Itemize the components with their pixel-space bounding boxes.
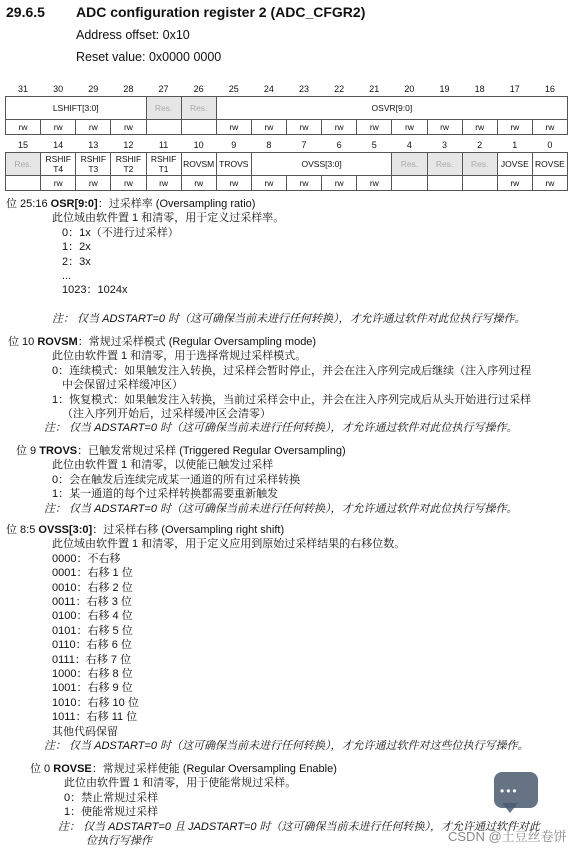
access-type: rw [6,120,41,135]
bit-number: 20 [404,84,415,94]
bit-number: 13 [88,140,99,150]
bit-number: 17 [509,84,520,94]
description-line: 1011：右移 11 位 [52,711,138,724]
field-name: OVSS[3:0] [38,524,93,536]
access-type: rw [322,120,357,135]
bit-number: 1 [512,140,518,150]
description-line: 1001：右移 9 位 [52,682,133,695]
chat-dots-icon: ••• [500,784,519,798]
access-type: rw [216,176,251,191]
field-summary: ：过采样右移 (Oversampling right shift) [92,524,285,536]
reserved-field: Res. [427,153,462,176]
access-type [462,176,497,191]
field-heading [6,523,284,537]
description-line: 0：会在触发后连续完成某一通道的所有过采样转换 [52,473,301,486]
access-type: rw [322,176,357,191]
description-line: 此位由软件置 1 和清零，以使能已触发过采样 [52,459,274,472]
register-field: TROVS [216,153,251,176]
bit-number: 15 [18,140,29,150]
bit-number: 10 [193,140,204,150]
description-line: 中会保留过采样缓冲区） [62,379,183,392]
access-type: rw [41,120,76,135]
bit-number: 4 [406,140,412,150]
bit-range: 位 0 [30,763,51,775]
note-text: 注： 仅当 ADSTART=0 时（这可确保当前未进行任何转换），才允许通过软件对此位执行写操作。 [44,422,518,435]
bit-range: 位 8:5 [6,524,36,536]
note-text: 位执行写操作 [86,835,152,847]
access-type [427,176,462,191]
bit-number: 11 [158,140,169,150]
bit-number: 31 [18,84,29,94]
bit-number: 24 [263,84,274,94]
description-line: 1：某一通道的每个过采样转换都需要重新触发 [52,488,279,501]
field-heading [8,335,316,349]
csdn-watermark: CSDN @土豆丝卷饼 [448,829,567,844]
access-type: rw [357,176,392,191]
register-field: OVSS[3:0] [251,153,392,176]
register-field: RSHIF T4 [41,153,76,176]
description-line: 此位由软件置 1 和清零，用于使能常规过采样。 [64,777,297,790]
access-type [146,120,181,135]
field-heading [30,762,337,776]
access-type [6,176,41,191]
bit-number: 28 [123,84,134,94]
bit-number: 29 [88,84,99,94]
description-line: 0110：右移 6 位 [52,639,132,652]
field-heading [16,444,346,458]
bit-number: 2 [477,140,483,150]
access-type: rw [251,176,286,191]
bit-number: 5 [371,140,377,150]
register-field: ROVSM [181,153,216,176]
access-type: rw [76,176,111,191]
access-type: rw [532,120,567,135]
reset-value: Reset value: 0x0000 0000 [76,50,222,64]
register-title: ADC configuration register 2 (ADC_CFGR2) [76,4,366,20]
description-line: 此位域由软件置 1 和清零，用于定义过采样率。 [52,212,285,225]
access-type: rw [357,120,392,135]
access-type: rw [392,120,427,135]
description-line: 0001：右移 1 位 [52,567,133,580]
access-type: rw [497,176,532,191]
bit-range: 位 9 [16,445,37,457]
field-name: ROVSE [53,763,92,775]
register-table-upper [5,82,568,135]
access-type: rw [427,120,462,135]
bit-number: 19 [439,84,450,94]
description-line: 2：3x [62,255,91,268]
description-line: 此位域由软件置 1 和清零，用于定义应用到原始过采样结果的右移位数。 [52,538,406,551]
bit-number: 27 [158,84,169,94]
field-summary: ：已触发常规过采样 (Triggered Regular Oversampling) [77,445,346,457]
register-field: ROVSE [532,153,567,176]
description-line: （注入序列开始后，过采样缓冲区会清零） [62,408,271,420]
access-type: rw [111,176,146,191]
description-line: 1023：1024x [62,284,128,297]
description-line: 1010：右移 10 位 [52,696,139,709]
note-text: 注： 仅当 ADSTART=0 且 JADSTART=0 时（这可确保当前未进行任何转换），才允许通过软件对此 [58,820,541,833]
register-field: OSVR[9:0] [216,97,567,120]
reserved-field: Res. [181,97,216,120]
access-type: rw [76,120,111,135]
register-field: RSHIF T3 [76,153,111,176]
bit-range: 位 25:16 [6,198,48,210]
bit-number: 21 [369,84,380,94]
description-line: 0000：不右移 [52,552,121,565]
field-heading [6,197,255,211]
access-type: rw [146,176,181,191]
reserved-field: Res. [6,153,41,176]
reserved-field: Res. [392,153,427,176]
bit-number: 26 [193,84,204,94]
register-table-lower [5,138,568,191]
description-line: 0011：右移 3 位 [52,596,132,608]
bit-number: 12 [123,140,134,150]
bit-number: 7 [301,140,307,150]
bit-number: 3 [442,140,448,150]
bit-number: 6 [336,140,342,150]
field-name: ROVSM [37,336,78,348]
register-field: JOVSE [497,153,532,176]
access-type: rw [181,176,216,191]
register-field: RSHIF T2 [111,153,146,176]
access-type: rw [497,120,532,135]
description-line: 其他代码保留 [52,725,118,738]
access-type: rw [41,176,76,191]
bit-number: 16 [544,84,555,94]
chat-bubble-tail [502,803,518,813]
address-offset: Address offset: 0x10 [76,28,190,42]
reserved-field: Res. [146,97,181,120]
note-text: 注： 仅当 ADSTART=0 时（这可确保当前未进行任何转换），才允许通过软件对此位执行写操作。 [52,313,526,326]
description-line: 0101：右移 5 位 [52,624,133,637]
register-field: RSHIF T1 [146,153,181,176]
register-field: LSHIFT[3:0] [6,97,147,120]
note-text: 注： 仅当 ADSTART=0 时（这可确保当前未进行任何转换），才允许通过软件对此位执行写操作。 [44,502,518,515]
field-name: OSR[9:0] [50,198,98,210]
access-type: rw [532,176,567,191]
access-type: rw [462,120,497,135]
bit-number: 18 [474,84,485,94]
description-line: 0111：右移 7 位 [52,653,132,666]
description-line: 1：2x [62,241,91,254]
access-type [181,120,216,135]
description-line: 1000：右移 8 位 [52,668,133,680]
description-line: 此位由软件置 1 和清零，用于选择常规过采样模式。 [52,350,307,363]
field-name: TROVS [39,445,78,457]
description-line: 0100：右移 4 位 [52,610,133,623]
description-line: ... [62,270,72,282]
access-type: rw [111,120,146,135]
bit-number: 0 [547,140,553,150]
description-line: 0：禁止常规过采样 [64,791,159,804]
bit-number: 9 [231,140,237,150]
access-type: rw [287,176,322,191]
bit-number: 14 [53,140,64,150]
field-summary: ：常规过采样使能 (Regular Oversampling Enable) [91,763,337,775]
access-type: rw [216,120,251,135]
access-type [392,176,427,191]
bit-number: 22 [334,84,345,94]
description-line: 0：连续模式：如果触发注入转换，过采样会暂时停止，并会在注入序列完成后继续（注入序列过程 [52,364,532,377]
bit-range: 位 10 [8,336,35,348]
description-line: 1：恢复模式：如果触发注入转换，当前过采样会中止，并会在注入序列完成后从头开始进行过采样 [52,393,532,406]
description-line: 1：使能常规过采样 [64,806,159,819]
bit-number: 30 [53,84,64,94]
reserved-field: Res. [462,153,497,176]
access-type: rw [251,120,286,135]
section-number: 29.6.5 [6,4,45,20]
note-text: 注： 仅当 ADSTART=0 时（这可确保当前未进行任何转换），才允许通过软件对这些位执行写操作。 [44,740,529,752]
bit-number: 8 [266,140,272,150]
bit-number: 25 [228,84,239,94]
field-summary: ：过采样率 (Oversampling ratio) [97,198,256,210]
description-line: 0010：右移 2 位 [52,581,133,594]
access-type: rw [287,120,322,135]
field-summary: ：常规过采样模式 (Regular Oversampling mode) [77,336,317,348]
description-line: 0：1x（不进行过采样） [62,226,179,239]
bit-number: 23 [299,84,310,94]
